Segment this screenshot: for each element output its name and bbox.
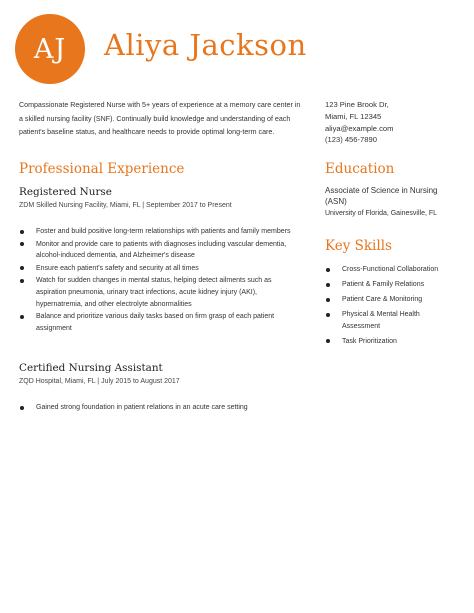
list-item: Task Prioritization xyxy=(325,336,450,348)
job-bullets xyxy=(19,226,294,334)
contact-phone: (123) 456-7890 xyxy=(325,135,377,145)
education-degree: Associate of Science in Nursing (ASN) xyxy=(325,186,438,206)
contact-street: 123 Pine Brook Dr, xyxy=(325,100,389,109)
job-title: Registered Nurse xyxy=(19,186,112,198)
education-heading: Education xyxy=(325,161,395,177)
list-item: Monitor and provide care to patients with diagnoses including vascular dementia, alcohol-induced dementia, and Alzheimer's disease xyxy=(19,239,294,262)
list-item: Watch for sudden changes in mental status, helping detect ailments such as aspiration pneumonia, urinary tract infections, acute kidney injury (AKI), hypernatremia, and other electrolyte abnormalities xyxy=(19,275,294,310)
contact-info xyxy=(325,99,394,146)
experience-heading: Professional Experience xyxy=(19,161,185,177)
professional-summary: Compassionate Registered Nurse with 5+ years of experience at a memory care center in a skilled nursing facility (SNF). Continually build knowledge and understanding of each patient's baseline status, and healthcare needs to provide optimal long-term care. xyxy=(19,101,301,136)
list-item: Patient & Family Relations xyxy=(325,279,450,291)
list-item: Foster and build positive long-term relationships with patients and family members xyxy=(19,226,294,238)
list-item: Gained strong foundation in patient relations in an acute care setting xyxy=(19,402,294,414)
education-school: University of Florida, Gainesville, FL xyxy=(325,210,438,217)
contact-email[interactable]: aliya@example.com xyxy=(325,123,394,133)
job-title: Certified Nursing Assistant xyxy=(19,362,163,374)
initials-text: AJ xyxy=(33,33,67,65)
contact-city: Miami, FL 12345 xyxy=(325,111,382,121)
initials-monogram xyxy=(15,14,85,84)
job-bullets xyxy=(19,402,294,414)
list-item: Ensure each patient's safety and security at all times xyxy=(19,263,294,275)
skills-heading: Key Skills xyxy=(325,238,392,254)
list-item: Patient Care & Monitoring xyxy=(325,294,450,306)
list-item: Physical & Mental Health Assessment xyxy=(325,309,450,332)
list-item: Cross-Functional Collaboration xyxy=(325,264,450,276)
skills-list xyxy=(325,264,450,347)
job-meta: ZQD Hospital, Miami, FL | July 2015 to August 2017 xyxy=(19,378,180,385)
candidate-name: Aliya Jackson xyxy=(104,28,307,62)
job-meta: ZDM Skilled Nursing Facility, Miami, FL | September 2017 to Present xyxy=(19,202,232,209)
list-item: Balance and prioritize various daily tasks based on firm grasp of each patient assignment xyxy=(19,311,294,334)
